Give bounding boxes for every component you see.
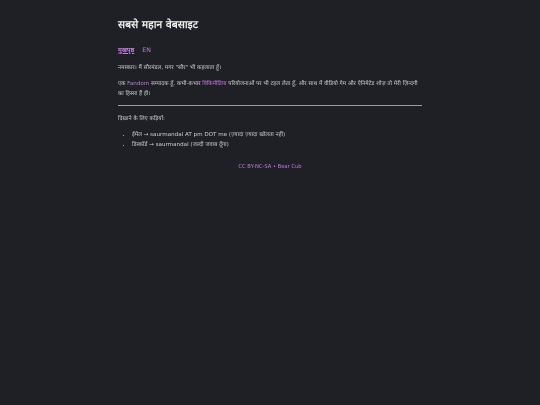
footer-separator: • bbox=[271, 164, 278, 170]
footer bbox=[0, 164, 540, 170]
contact-discord-item: • डिस्कॉर्ड → saurmandal (जल्दी जवाब दूँगा) bbox=[132, 140, 422, 150]
nav-home-link[interactable]: मुखपृष्ठ bbox=[118, 47, 135, 54]
page-content bbox=[118, 14, 422, 150]
nav-lang-en-link[interactable]: EN bbox=[142, 47, 151, 54]
contact-email-item: • ईमेल → saurmandal AT pm DOT me (ज़्यादा ज़्यादा खोलता नहीं) bbox=[132, 130, 422, 140]
bear-cub-link[interactable]: Bear Cub bbox=[277, 164, 302, 170]
bio-text-1: एक bbox=[118, 81, 128, 87]
greeting-text: नमस्कार। मैं सौरमंडल, मगर "सौर" भी कहलाता हूँ। bbox=[118, 65, 222, 71]
main-nav bbox=[118, 45, 422, 54]
site-title[interactable]: सबसे महान वेबसाइट bbox=[118, 19, 199, 31]
contact-list bbox=[118, 130, 422, 150]
license-link[interactable]: CC BY-NC-SA bbox=[238, 164, 272, 170]
bio-text-2: सम्पादक हूँ, कभी-कभार bbox=[149, 81, 203, 87]
bio-paragraph bbox=[118, 79, 422, 99]
fandom-link[interactable]: Fandom bbox=[127, 81, 150, 87]
bio-text-3: परियोजनाओं पर भी टहल लेता हूँ, और साथ में वीडियो गेम और ऐनिमेटेड शोज़ तो मेरी ज़िन्दगी का हिस्सा हैं ही। bbox=[118, 81, 418, 97]
wikimedia-link[interactable]: विकिमीडिया bbox=[202, 81, 227, 87]
contact-heading: दिखाने के लिए कड़ियाँ: bbox=[118, 116, 165, 122]
divider bbox=[118, 105, 422, 106]
